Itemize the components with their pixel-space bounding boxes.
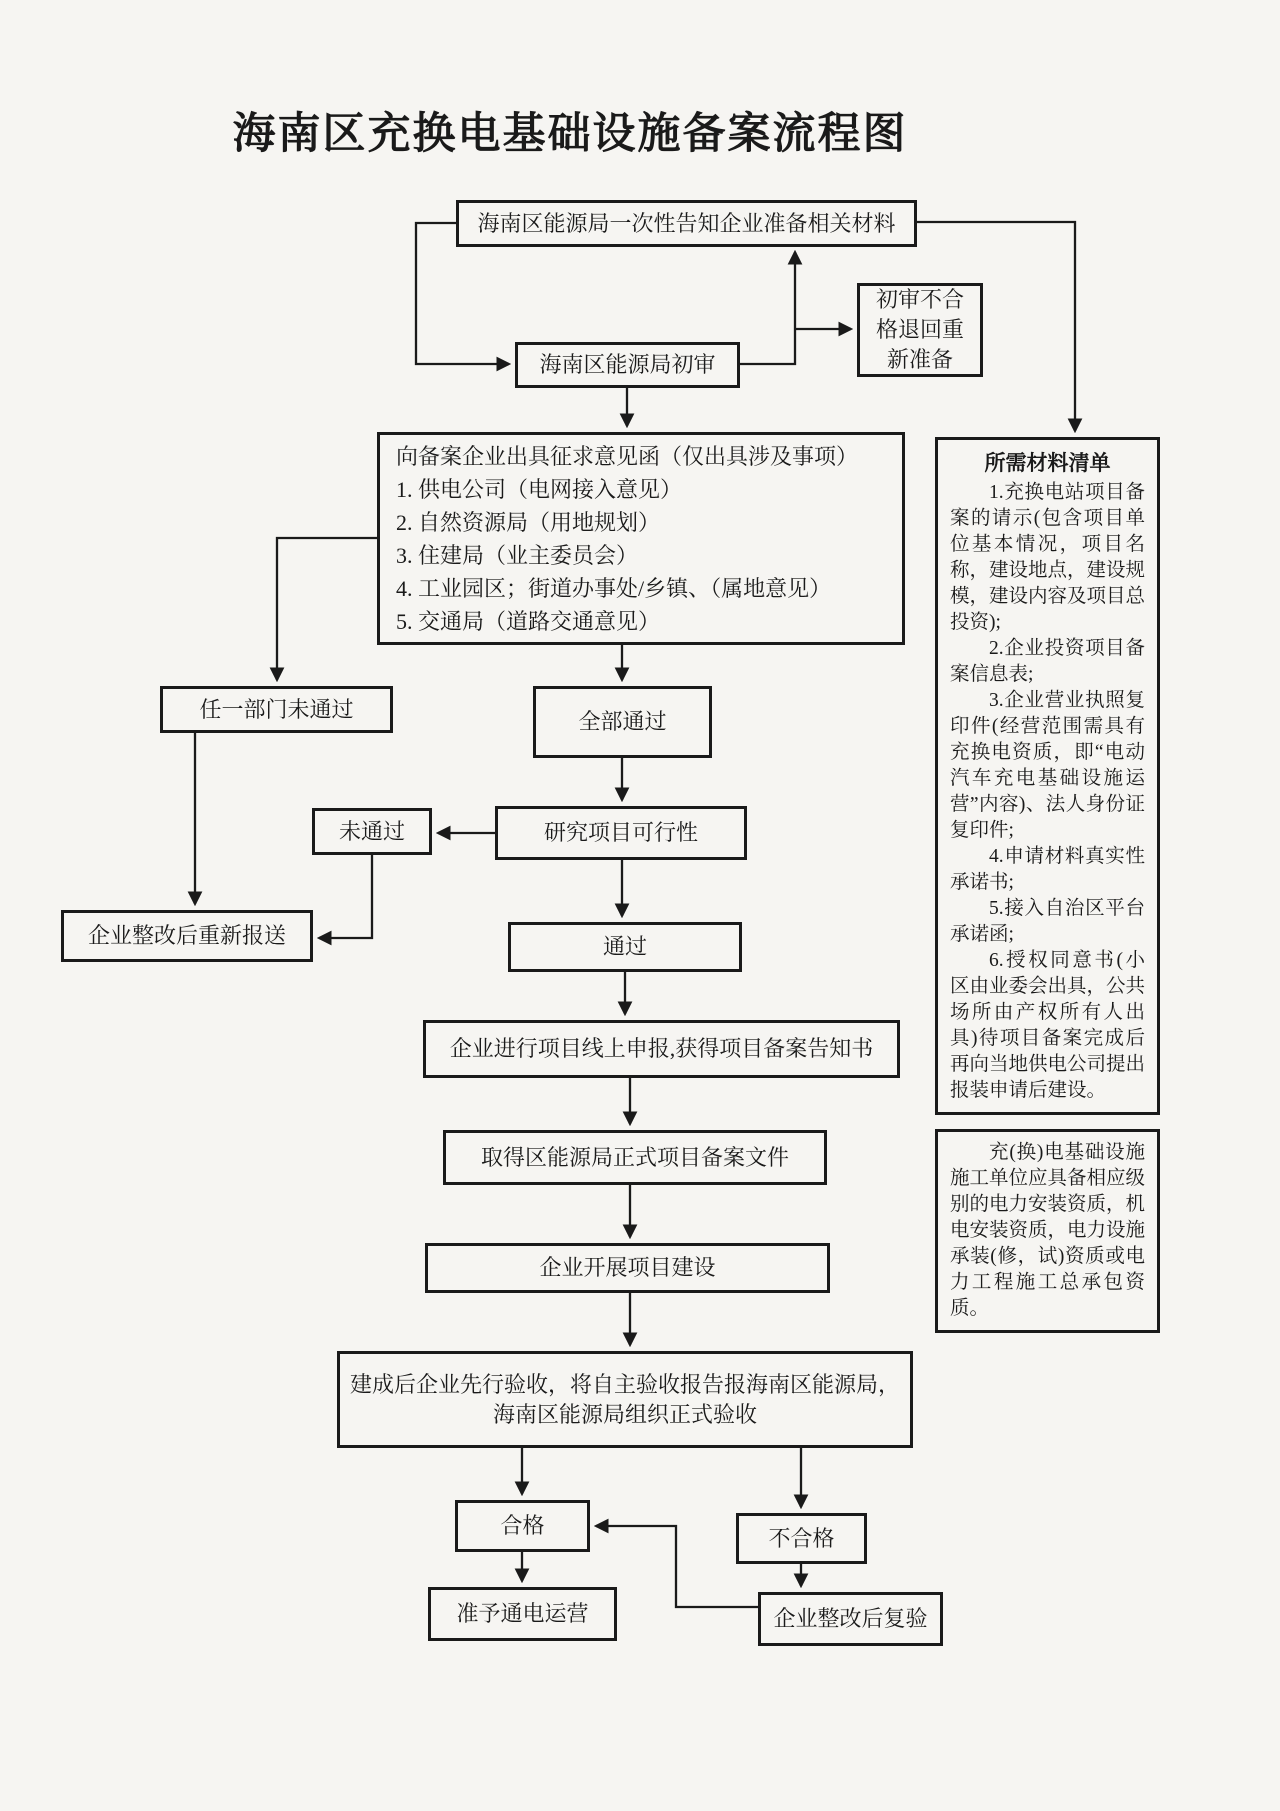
arrow-initial-review-to-notify: [740, 252, 795, 364]
acceptance-line-2: 海南区能源局组织正式验收: [492, 1401, 757, 1427]
node-not-pass: 未通过: [312, 808, 432, 855]
materials-item-2: 2.企业投资项目备案信息表;: [950, 638, 1145, 685]
builder-qualification-text: 充(换)电基础设施施工单位应具备相应级别的电力安装资质，机电安装资质，电力设施承装(修，试)资质或电力工程施工总承包资质。: [950, 1142, 1146, 1319]
side-panels: [935, 437, 1160, 1333]
node-feasibility: 研究项目可行性: [495, 806, 747, 860]
materials-item-6: 6.授权同意书(小区由业委会出具，公共场所由产权所有人出具)待项目备案完成后再向当地供电公司提出报装申请后建设。: [950, 950, 1146, 1101]
materials-item-1: 1.充换电站项目备案的请示(包含项目单位基本情况，项目名称，建设地点，建设规模，建设内容及项目总投资);: [950, 482, 1146, 633]
node-pass: 通过: [508, 922, 742, 972]
arrow-consult-to-any-dept-fail: [277, 538, 377, 680]
node-all-pass: 全部通过: [533, 686, 712, 758]
node-consult-letter: [377, 432, 905, 645]
node-acceptance: [337, 1351, 913, 1448]
acceptance-line-1: 建成后企业先行验收，将自主验收报告报海南区能源局，: [349, 1371, 900, 1397]
node-qualified: 合格: [455, 1500, 590, 1552]
node-official-file: 取得区能源局正式项目备案文件: [443, 1130, 827, 1185]
consult-item-4: 4. 工业园区；街道办事处/乡镇、（属地意见）: [396, 575, 832, 601]
materials-item-5: 5.接入自治区平台承诺函;: [950, 898, 1145, 945]
builder-qualification-panel: [935, 1129, 1160, 1333]
consult-item-1: 1. 供电公司（电网接入意见）: [396, 476, 683, 502]
arrow-rectify-reinspect-to-qualified: [596, 1526, 758, 1607]
node-rectify-reinspect: 企业整改后复验: [758, 1592, 943, 1646]
node-grant-operation: 准予通电运营: [428, 1587, 617, 1641]
node-construction: 企业开展项目建设: [425, 1243, 830, 1293]
node-notify-materials: 海南区能源局一次性告知企业准备相关材料: [456, 200, 917, 247]
consult-item-5: 5. 交通局（道路交通意见）: [396, 608, 661, 634]
materials-item-4: 4.申请材料真实性承诺书;: [950, 846, 1145, 893]
node-unqualified: 不合格: [736, 1513, 867, 1564]
node-reject-return: 初审不合格退回重新准备: [857, 283, 983, 377]
arrow-not-pass-to-rectify-resubmit: [319, 855, 372, 938]
materials-panel: [935, 437, 1160, 1115]
node-any-dept-fail: 任一部门未通过: [160, 686, 393, 733]
materials-item-3: 3.企业营业执照复印件(经营范围需具有充换电资质，即“电动汽车充电基础设施运营”内容)、法人身份证复印件;: [950, 690, 1145, 841]
node-online-apply: 企业进行项目线上申报,获得项目备案告知书: [423, 1020, 900, 1078]
page-title: 海南区充换电基础设施备案流程图: [232, 111, 908, 158]
consult-header: 向备案企业出具征求意见函（仅出具涉及事项）: [396, 443, 859, 469]
consult-item-2: 2. 自然资源局（用地规划）: [396, 509, 661, 535]
node-rectify-resubmit: 企业整改后重新报送: [61, 910, 313, 962]
consult-item-3: 3. 住建局（业主委员会）: [396, 542, 639, 568]
materials-panel-title: 所需材料清单: [984, 451, 1111, 475]
node-initial-review: 海南区能源局初审: [515, 342, 740, 388]
